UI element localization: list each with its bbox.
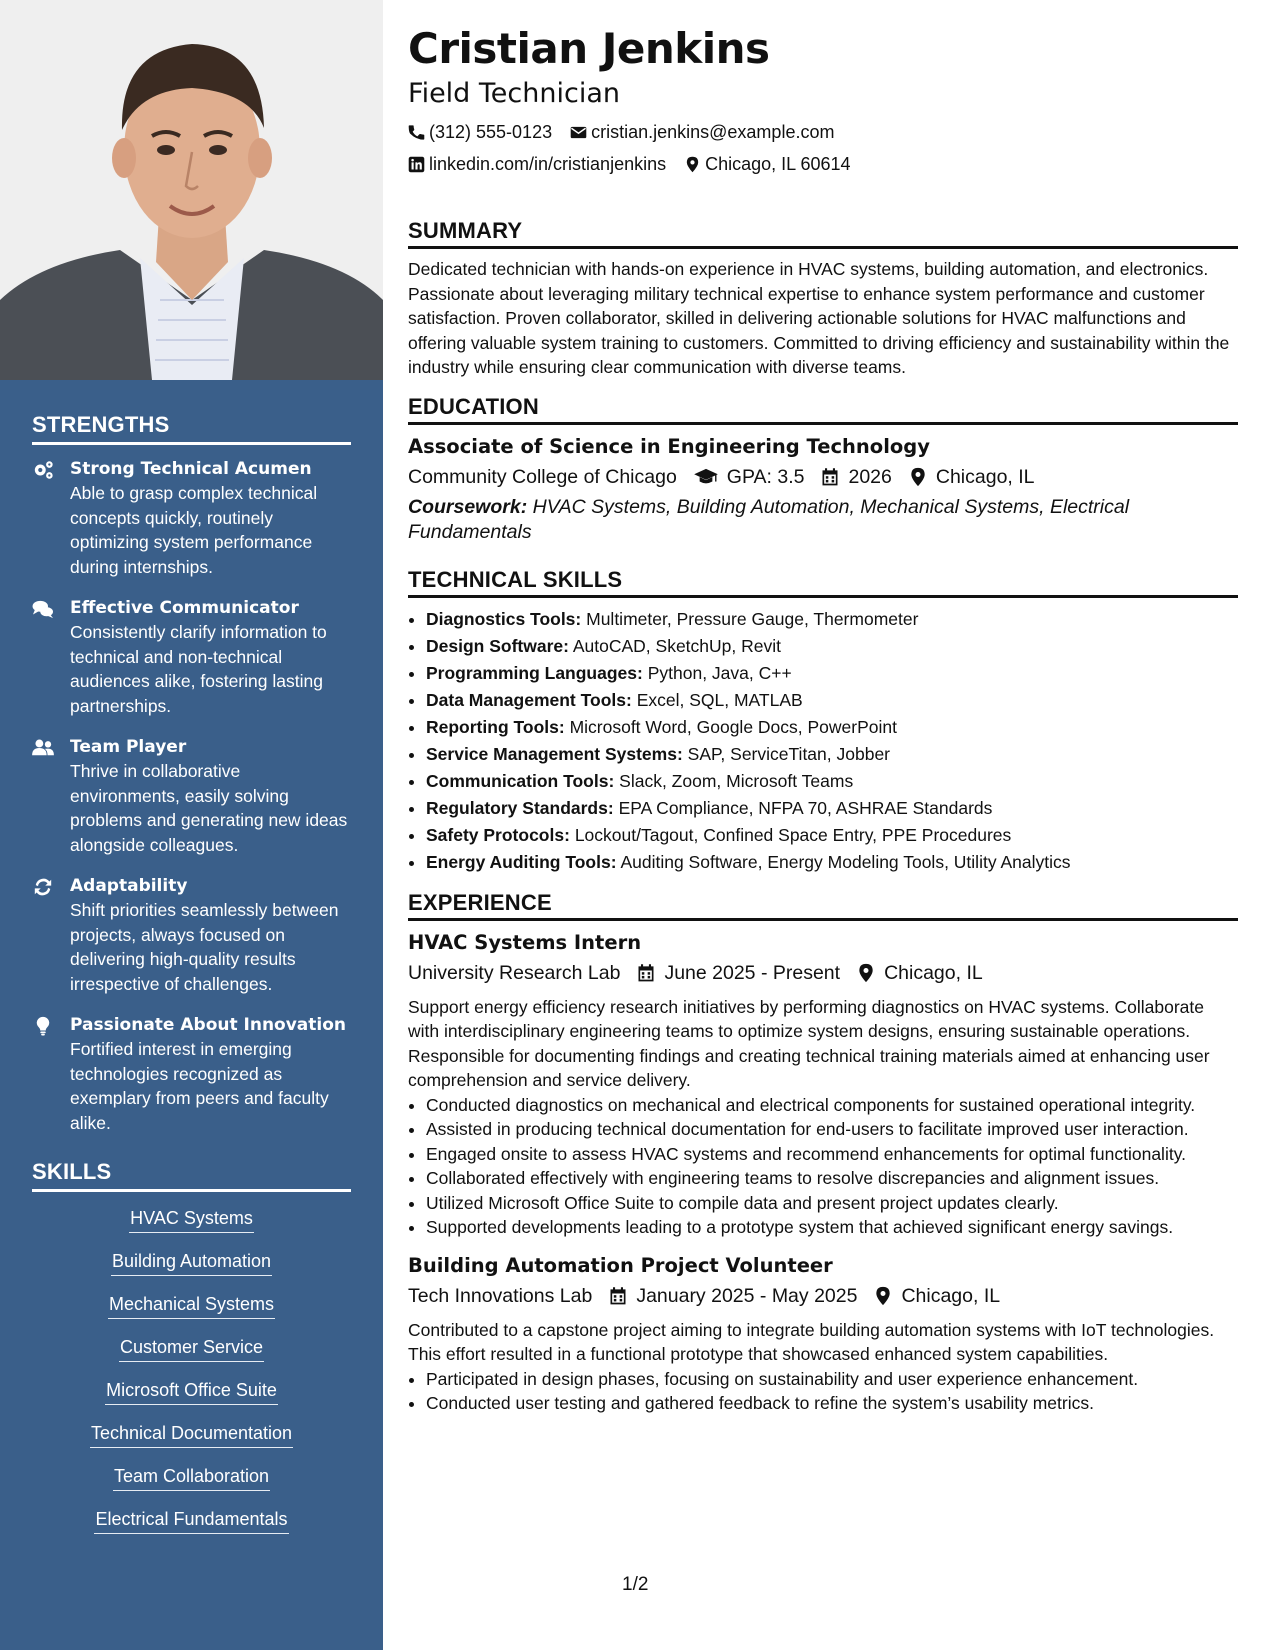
contact-location	[684, 148, 850, 180]
contact-linkedin[interactable]	[408, 148, 666, 180]
gpa	[691, 461, 805, 493]
linkedin-icon	[408, 156, 425, 173]
candidate-name: Cristian Jenkins	[408, 24, 770, 73]
summary-heading: SUMMARY	[408, 218, 1238, 249]
list-item	[426, 741, 1238, 768]
skill-value: Lockout/Tagout, Confined Space Entry, PPE Procedures	[574, 824, 1012, 845]
skill-value: AutoCAD, SketchUp, Revit	[572, 635, 781, 656]
skill-tag: HVAC Systems	[129, 1206, 254, 1233]
skill-label: Energy Auditing Tools:	[426, 851, 617, 872]
coursework-text: HVAC Systems, Building Automation, Mechanical Systems, Electrical Fundamentals	[408, 495, 1130, 543]
list-item: • Utilized Microsoft Office Suite to compile data and present project updates clearly.	[426, 1191, 1238, 1216]
year-text: 2026	[848, 465, 892, 488]
list-item	[426, 714, 1238, 741]
portrait-image	[0, 0, 383, 380]
education-heading: EDUCATION	[408, 394, 1238, 425]
list-item	[426, 606, 1238, 633]
strength-description: Fortified interest in emerging technologies recognized as exemplary from peers and faculty alike.	[70, 1039, 329, 1133]
strength-item	[32, 457, 351, 579]
strength-title: Passionate About Innovation	[70, 1015, 347, 1035]
list-item	[32, 1206, 351, 1233]
candidate-role: Field Technician	[408, 78, 620, 109]
coursework-label: Coursework:	[408, 495, 528, 518]
summary-section	[408, 218, 1238, 380]
strength-description: Able to grasp complex technical concepts quickly, routinely optimizing system performance during internships.	[70, 483, 318, 577]
location-text: Chicago, IL 60614	[705, 154, 851, 174]
location-text: Chicago, IL	[884, 961, 983, 984]
strength-item	[32, 1013, 351, 1135]
list-item	[32, 1507, 351, 1534]
gears-icon	[32, 460, 54, 480]
profile-photo	[0, 0, 383, 380]
phone-text: (312) 555-0123	[429, 122, 553, 142]
skill-label: Service Management Systems:	[426, 743, 683, 764]
phone-icon	[408, 124, 425, 141]
job-bullets	[408, 1367, 1238, 1416]
list-item	[32, 1464, 351, 1491]
skill-tag: Mechanical Systems	[108, 1292, 275, 1319]
job-org	[408, 1280, 592, 1312]
job-summary: Contributed to a capstone project aiming to integrate building automation systems with IoT technologies. This effort resulted in a functional prototype that showcased enhanced system capabilities.	[408, 1319, 1215, 1364]
org-text: University Research Lab	[408, 961, 621, 984]
job-entry	[408, 1252, 1238, 1416]
list-item: • Collaborated effectively with engineering teams to resolve discrepancies and alignment issues.	[426, 1166, 1238, 1191]
list-item	[426, 687, 1238, 714]
envelope-icon	[570, 124, 587, 141]
skill-value: Excel, SQL, MATLAB	[636, 689, 803, 710]
skill-tag: Customer Service	[119, 1335, 264, 1362]
contact-phone[interactable]	[408, 116, 552, 148]
list-item	[32, 1421, 351, 1448]
skill-value: Microsoft Word, Google Docs, PowerPoint	[569, 716, 898, 737]
email-text: cristian.jenkins@example.com	[591, 122, 835, 142]
education-section	[408, 394, 1238, 545]
education-location	[906, 461, 1035, 493]
strength-description: Shift priorities seamlessly between projects, always focused on delivering high-quality results irrespective of challenges.	[70, 900, 339, 994]
skill-value: Auditing Software, Energy Modeling Tools, Utility Analytics	[620, 851, 1071, 872]
job-meta	[408, 957, 1238, 989]
list-item	[426, 822, 1238, 849]
main-content	[408, 22, 1238, 1428]
map-marker-icon	[908, 467, 928, 487]
list-item	[32, 1249, 351, 1276]
job-dates	[634, 957, 840, 989]
strengths-heading: STRENGTHS	[32, 412, 351, 445]
lightbulb-icon	[32, 1016, 54, 1036]
map-marker-icon	[856, 963, 876, 983]
gpa-text: GPA: 3.5	[726, 465, 805, 488]
technical-skills-section	[408, 567, 1238, 876]
map-marker-icon	[873, 1286, 893, 1306]
users-icon	[32, 738, 54, 758]
summary-text: Dedicated technician with hands-on experience in HVAC systems, building automation, and electronics. Passionate about leveraging military technical expertise to enhance system performance and customer satisfaction. Proven collaborator, skilled in delivering actionable solutions for HVAC malfunctions and offering valuable system training to customers. Committed to driving efficiency and sustainability within the industry while ensuring clear communication with diverse teams.	[408, 259, 1230, 377]
location-text: Chicago, IL	[901, 1284, 1001, 1307]
list-item: • Participated in design phases, focusing on sustainability and user experience enhancement.	[426, 1367, 1238, 1392]
list-item	[32, 1378, 351, 1405]
sync-icon	[32, 877, 54, 897]
list-item: • Supported developments leading to a prototype system that achieved significant energy savings.	[426, 1215, 1238, 1240]
skill-label: Design Software:	[426, 635, 569, 656]
location-text: Chicago, IL	[935, 465, 1035, 488]
strength-item	[32, 596, 351, 718]
list-item	[32, 1335, 351, 1362]
skill-tag: Building Automation	[111, 1249, 272, 1276]
list-item: • Assisted in producing technical documentation for end-users to facilitate improved user interaction.	[426, 1117, 1238, 1142]
skill-tag: Technical Documentation	[90, 1421, 293, 1448]
job-org	[408, 957, 620, 989]
skill-label: Communication Tools:	[426, 770, 615, 791]
job-dates	[606, 1280, 857, 1312]
degree-title: Associate of Science in Engineering Technology	[408, 434, 930, 458]
job-bullets	[408, 1093, 1238, 1240]
strength-item	[32, 735, 351, 857]
dates-text: June 2025 - Present	[664, 961, 841, 984]
job-summary: Support energy efficiency research initiatives by performing diagnostics on HVAC systems. Collaborate with interdisciplinary engineering teams to optimize system designs, ensuring sustainable operations. Responsible for documenting findings and creating technical training materials aimed at enhancing user comprehension and service delivery.	[408, 996, 1210, 1090]
education-meta	[408, 461, 1238, 493]
skill-label: Safety Protocols:	[426, 824, 570, 845]
skills-heading: SKILLS	[32, 1159, 351, 1192]
skill-value: Python, Java, C++	[647, 662, 792, 683]
experience-heading: EXPERIENCE	[408, 890, 1238, 921]
technical-skills-heading: TECHNICAL SKILLS	[408, 567, 1238, 598]
job-location	[871, 1280, 1000, 1312]
calendar-icon	[636, 963, 656, 983]
skill-value: Multimeter, Pressure Gauge, Thermometer	[586, 608, 919, 629]
list-item	[426, 768, 1238, 795]
skill-label: Programming Languages:	[426, 662, 643, 683]
graduation-cap-icon	[693, 467, 719, 487]
map-marker-icon	[684, 156, 701, 173]
strength-title: Strong Technical Acumen	[70, 459, 312, 479]
page-number: 1/2	[622, 1574, 649, 1595]
strength-item	[32, 874, 351, 996]
coursework	[408, 495, 1238, 545]
skill-label: Reporting Tools:	[426, 716, 565, 737]
skill-tag: Team Collaboration	[113, 1464, 270, 1491]
job-meta	[408, 1280, 1238, 1312]
job-title: HVAC Systems Intern	[408, 930, 642, 954]
list-item: • Conducted diagnostics on mechanical and electrical components for sustained operational integrity.	[426, 1093, 1238, 1118]
strength-title: Effective Communicator	[70, 598, 299, 618]
contact-row	[408, 148, 1238, 180]
skill-label: Regulatory Standards:	[426, 797, 614, 818]
strength-description: Consistently clarify information to technical and non-technical audiences alike, fostering lasting partnerships.	[70, 622, 327, 716]
list-item: • Engaged onsite to assess HVAC systems and recommend enhancements for optimal functionality.	[426, 1142, 1238, 1167]
job-location	[854, 957, 983, 989]
strength-description: Thrive in collaborative environments, easily solving problems and generating new ideas alongside colleagues.	[70, 761, 348, 855]
dates-text: January 2025 - May 2025	[636, 1284, 858, 1307]
graduation-year	[818, 461, 891, 493]
linkedin-text: linkedin.com/in/cristianjenkins	[429, 154, 667, 174]
technical-skills-list	[408, 606, 1238, 876]
calendar-icon	[608, 1286, 628, 1306]
skill-tag: Microsoft Office Suite	[105, 1378, 278, 1405]
strength-title: Team Player	[70, 737, 187, 757]
list-item	[426, 633, 1238, 660]
skill-label: Data Management Tools:	[426, 689, 632, 710]
skill-label: Diagnostics Tools:	[426, 608, 582, 629]
list-item: • Conducted user testing and gathered feedback to refine the system’s usability metrics.	[426, 1391, 1238, 1416]
experience-section	[408, 890, 1238, 1416]
skills-list	[32, 1206, 351, 1534]
school-text: Community College of Chicago	[408, 465, 677, 488]
org-text: Tech Innovations Lab	[408, 1284, 593, 1307]
list-item	[426, 795, 1238, 822]
list-item	[32, 1292, 351, 1319]
skill-value: SAP, ServiceTitan, Jobber	[687, 743, 890, 764]
sidebar	[0, 0, 383, 1650]
contact-row	[408, 116, 1238, 148]
school-name	[408, 461, 677, 493]
job-title: Building Automation Project Volunteer	[408, 1253, 833, 1277]
contact-email[interactable]	[570, 116, 834, 148]
comments-icon	[32, 599, 54, 619]
skill-tag: Electrical Fundamentals	[94, 1507, 288, 1534]
skill-value: Slack, Zoom, Microsoft Teams	[619, 770, 854, 791]
strength-title: Adaptability	[70, 876, 188, 896]
list-item	[426, 849, 1238, 876]
job-entry	[408, 929, 1238, 1240]
skill-value: EPA Compliance, NFPA 70, ASHRAE Standards	[618, 797, 993, 818]
list-item	[426, 660, 1238, 687]
calendar-icon	[820, 467, 840, 487]
